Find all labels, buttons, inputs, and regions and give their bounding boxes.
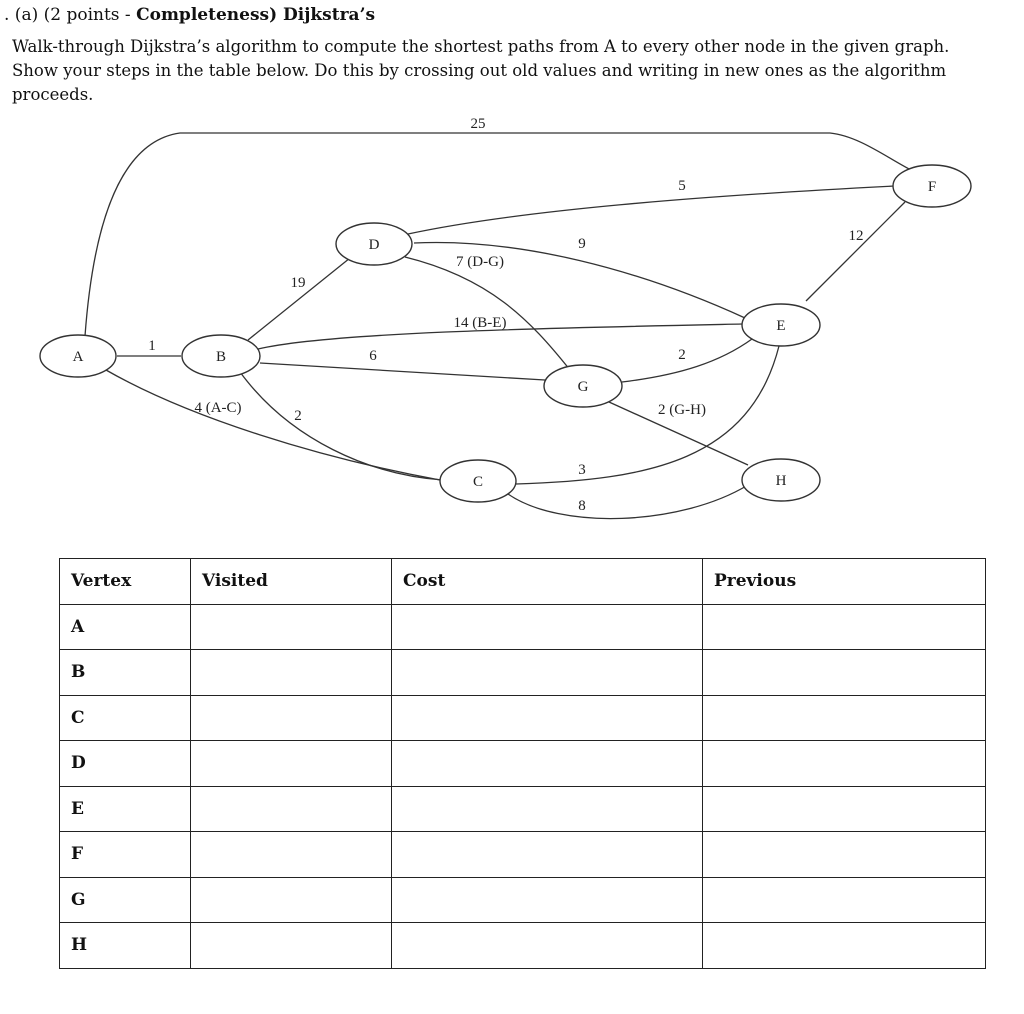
node-f bbox=[893, 165, 971, 207]
edge-b-c bbox=[240, 372, 443, 480]
previous-cell[interactable] bbox=[703, 832, 986, 878]
cost-cell[interactable] bbox=[392, 832, 703, 878]
cost-cell[interactable] bbox=[392, 695, 703, 741]
node-label-b: B bbox=[215, 349, 227, 365]
dijkstra-table bbox=[59, 558, 986, 969]
node-label-e: E bbox=[776, 318, 786, 334]
node-g bbox=[544, 365, 622, 407]
node-label-g: G bbox=[577, 379, 589, 395]
visited-cell[interactable] bbox=[191, 650, 392, 696]
vertex-cell: A bbox=[60, 604, 191, 650]
table-row bbox=[60, 786, 986, 832]
cost-cell[interactable] bbox=[392, 741, 703, 787]
vertex-cell: C bbox=[60, 695, 191, 741]
edge-label-b-g: 6 bbox=[369, 348, 377, 364]
table-row bbox=[60, 832, 986, 878]
edge-label-b-e: 14 (B-E) bbox=[453, 315, 507, 331]
edge-g-e bbox=[622, 339, 752, 382]
cost-cell[interactable] bbox=[392, 786, 703, 832]
header-vertex: Vertex bbox=[60, 559, 191, 605]
instruction-line-1: Walk-through Dijkstra’s algorithm to compute the shortest paths from A to every other node in the given graph. bbox=[12, 37, 950, 56]
node-e bbox=[742, 304, 820, 346]
visited-cell[interactable] bbox=[191, 832, 392, 878]
table-row bbox=[60, 695, 986, 741]
previous-cell[interactable] bbox=[703, 877, 986, 923]
previous-cell[interactable] bbox=[703, 650, 986, 696]
edge-label-e-f: 12 bbox=[848, 228, 864, 244]
previous-cell[interactable] bbox=[703, 604, 986, 650]
edge-label-d-e: 9 bbox=[578, 236, 586, 252]
edge-label-g-h: 2 (G-H) bbox=[658, 402, 706, 418]
edge-label-a-f: 25 bbox=[470, 116, 486, 132]
cost-cell[interactable] bbox=[392, 650, 703, 696]
vertex-cell: H bbox=[60, 923, 191, 969]
edge-label-a-c: 4 (A-C) bbox=[194, 400, 242, 416]
visited-cell[interactable] bbox=[191, 604, 392, 650]
header-previous: Previous bbox=[703, 559, 986, 605]
node-h bbox=[742, 459, 820, 501]
vertex-cell: F bbox=[60, 832, 191, 878]
visited-cell[interactable] bbox=[191, 923, 392, 969]
vertex-cell: D bbox=[60, 741, 191, 787]
edge-label-d-g: 7 (D-G) bbox=[456, 254, 504, 270]
previous-cell[interactable] bbox=[703, 923, 986, 969]
instruction-line-2: Show your steps in the table below. Do this by crossing out old values and writing in new ones as the algorithm bbox=[12, 61, 947, 80]
header-cost: Cost bbox=[392, 559, 703, 605]
table-row bbox=[60, 741, 986, 787]
edge-b-d bbox=[248, 258, 350, 340]
edge-label-c-e: 3 bbox=[578, 462, 586, 478]
node-label-d: D bbox=[368, 237, 380, 253]
previous-cell[interactable] bbox=[703, 741, 986, 787]
node-d bbox=[336, 223, 412, 265]
previous-cell[interactable] bbox=[703, 695, 986, 741]
node-a bbox=[40, 335, 116, 377]
vertex-cell: G bbox=[60, 877, 191, 923]
edge-e-f bbox=[806, 202, 905, 301]
question-prefix: . (a) (2 points - bbox=[4, 5, 137, 25]
header-visited: Visited bbox=[191, 559, 392, 605]
table-row bbox=[60, 923, 986, 969]
edge-label-d-f: 5 bbox=[678, 178, 686, 194]
graph-diagram bbox=[0, 108, 1024, 538]
edge-label-b-d: 19 bbox=[290, 275, 306, 291]
visited-cell[interactable] bbox=[191, 877, 392, 923]
edge-d-g bbox=[405, 257, 570, 370]
node-label-c: C bbox=[472, 474, 484, 490]
node-label-a: A bbox=[72, 349, 84, 365]
previous-cell[interactable] bbox=[703, 786, 986, 832]
question-title: Completeness) Dijkstra’s bbox=[136, 5, 376, 25]
edge-label-g-e: 2 bbox=[678, 347, 686, 363]
table-header-row bbox=[60, 559, 986, 605]
edge-c-h bbox=[508, 485, 748, 519]
instruction-line-3: proceeds. bbox=[12, 85, 94, 104]
visited-cell[interactable] bbox=[191, 741, 392, 787]
edge-d-f bbox=[408, 186, 895, 234]
cost-cell[interactable] bbox=[392, 604, 703, 650]
visited-cell[interactable] bbox=[191, 786, 392, 832]
cost-cell[interactable] bbox=[392, 923, 703, 969]
edge-label-b-c: 2 bbox=[294, 408, 302, 424]
table-row bbox=[60, 877, 986, 923]
node-c bbox=[440, 460, 516, 502]
table-row bbox=[60, 604, 986, 650]
edge-label-a-b: 1 bbox=[148, 338, 156, 354]
edge-a-c bbox=[106, 370, 440, 480]
node-label-h: H bbox=[775, 473, 787, 489]
question-instructions bbox=[12, 35, 1022, 107]
visited-cell[interactable] bbox=[191, 695, 392, 741]
question-heading bbox=[4, 3, 375, 27]
node-label-f: F bbox=[927, 179, 937, 195]
edge-label-c-h: 8 bbox=[578, 498, 586, 514]
vertex-cell: E bbox=[60, 786, 191, 832]
cost-cell[interactable] bbox=[392, 877, 703, 923]
vertex-cell: B bbox=[60, 650, 191, 696]
table-row bbox=[60, 650, 986, 696]
edge-b-g bbox=[260, 363, 545, 380]
edge-c-e bbox=[516, 346, 779, 484]
node-b bbox=[182, 335, 260, 377]
